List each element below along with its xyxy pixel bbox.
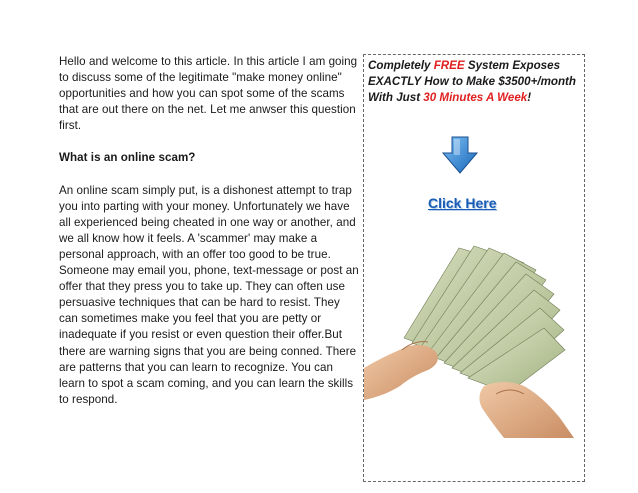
down-arrow-icon xyxy=(440,135,480,175)
ad-line1-a: Completely xyxy=(368,59,434,72)
ad-headline xyxy=(368,58,582,106)
ad-time-highlight: 30 Minutes A Week xyxy=(423,91,528,104)
hand-fanning-money-image xyxy=(364,218,586,438)
click-here-link[interactable]: Click Here xyxy=(428,195,497,211)
ad-line3-a: With Just xyxy=(368,91,424,104)
ad-line3-b: ! xyxy=(527,91,532,104)
ad-free-word: FREE xyxy=(433,59,465,72)
advertisement-box[interactable] xyxy=(363,54,585,482)
intro-paragraph: Hello and welcome to this article. In this article I am going to discuss some of the legitimate "make money online" opportunities and how you can spot some of the scams that are out there on the net. Let me anwser this question first. xyxy=(59,55,358,133)
article-column xyxy=(59,54,359,424)
ad-line1-b: System Exposes xyxy=(464,59,561,72)
ad-line2: EXACTLY How to Make $3500+/month xyxy=(368,75,576,88)
section-heading: What is an online scam? xyxy=(59,151,196,165)
body-paragraph: An online scam simply put, is a dishonest attempt to trap you into parting with your money. Unfortunately we have all experienced being cheated in one way or another, and we all know how it feels. A 'scammer' may make a personal approach, with an offer too good to be true. Someone may email you, phone, text-message or post an offer that they press you to take up. They can often use persuasive techniques that can be hard to resist. They can sometimes make you feel that you are petty or inadequate if you resist or even question their offer.But there are warning signs that you are being conned. There are patterns that you can learn to recognize. You can learn to spot a scam coming, and you can learn the skills to respond. xyxy=(59,183,359,406)
